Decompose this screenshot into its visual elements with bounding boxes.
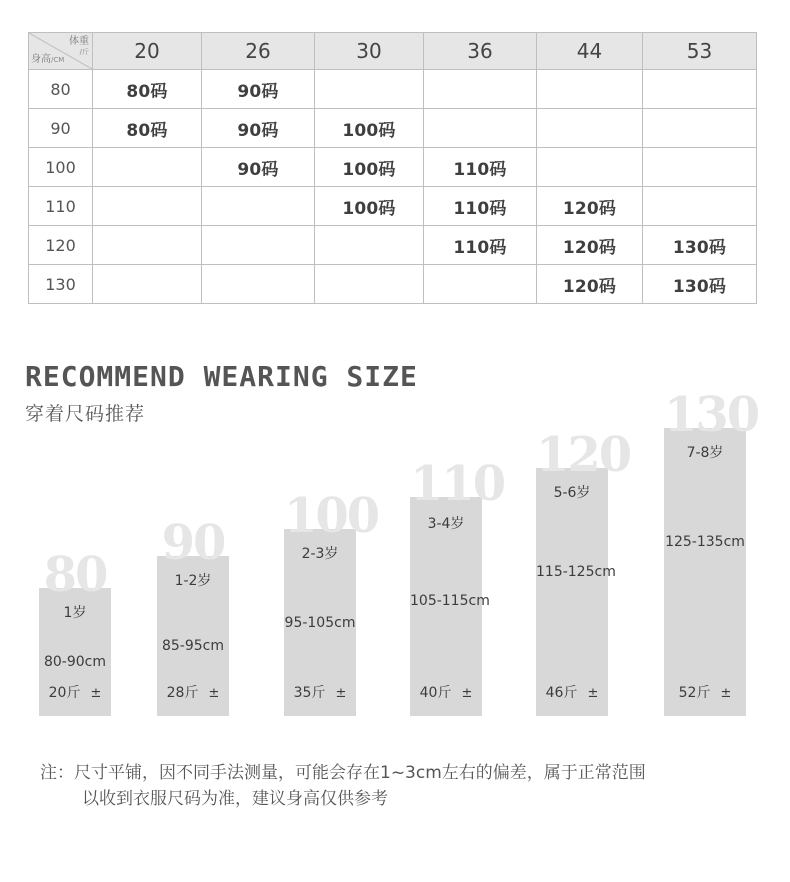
size-cell: 130码 (643, 265, 757, 304)
note-line-1: 注：尺寸平铺，因不同手法测量，可能会存在1~3cm左右的偏差，属于正常范围 (40, 763, 646, 783)
size-cell (93, 148, 202, 187)
size-bar-110 (410, 455, 505, 716)
size-cell: 110码 (424, 226, 537, 265)
size-bar-130 (664, 386, 759, 716)
weight-header: 36 (424, 33, 537, 70)
size-number: 110 (410, 455, 505, 512)
size-cell (537, 109, 643, 148)
size-cell (315, 265, 424, 304)
size-cell (202, 187, 315, 226)
age-range: 7-8岁 (686, 445, 724, 461)
weight-label-text: 体重 (69, 36, 89, 47)
table-corner-cell (29, 33, 93, 70)
size-cell (643, 70, 757, 109)
size-cell: 130码 (643, 226, 757, 265)
height-range: 95-105cm (284, 615, 356, 631)
plus-minus-icon: ± (208, 686, 220, 701)
plus-minus-icon: ± (587, 686, 599, 701)
table-row (29, 109, 757, 148)
size-cell: 80码 (93, 109, 202, 148)
size-cell: 120码 (537, 265, 643, 304)
table-row (29, 70, 757, 109)
table-header-row (29, 33, 757, 70)
weight-text: 20斤 (48, 685, 81, 701)
size-cell (537, 148, 643, 187)
size-cell (424, 265, 537, 304)
table-row (29, 226, 757, 265)
plus-minus-icon: ± (335, 686, 347, 701)
height-unit-text: /CM (51, 56, 65, 64)
weight-text: 35斤 (293, 685, 326, 701)
weight-text: 28斤 (166, 685, 199, 701)
weight-header: 30 (315, 33, 424, 70)
height-axis-label (31, 55, 64, 65)
age-range: 1-2岁 (174, 573, 212, 589)
height-row-header: 130 (29, 265, 93, 304)
weight-value (664, 682, 746, 702)
size-cell: 110码 (424, 148, 537, 187)
size-cell: 90码 (202, 70, 315, 109)
size-cell (643, 109, 757, 148)
size-bar-80 (39, 546, 111, 716)
size-cell (93, 265, 202, 304)
size-number: 130 (664, 386, 759, 443)
size-number: 80 (43, 546, 107, 603)
size-cell: 120码 (537, 187, 643, 226)
weight-text: 46斤 (545, 685, 578, 701)
weight-value (284, 682, 356, 702)
age-range: 2-3岁 (301, 546, 339, 562)
age-range: 1岁 (63, 605, 87, 621)
plus-minus-icon: ± (461, 686, 473, 701)
table-row (29, 148, 757, 187)
size-cell (202, 265, 315, 304)
size-cell: 80码 (93, 70, 202, 109)
weight-value (536, 682, 608, 702)
table-row (29, 265, 757, 304)
note-line-2: 以收到衣服尺码为准，建议身高仅供参考 (82, 789, 388, 809)
size-cell: 120码 (537, 226, 643, 265)
weight-value (39, 682, 111, 702)
size-cell: 90码 (202, 109, 315, 148)
height-range: 105-115cm (410, 593, 490, 609)
measurement-note (40, 760, 646, 812)
height-range: 115-125cm (536, 564, 616, 580)
height-row-header: 120 (29, 226, 93, 265)
size-cell (202, 226, 315, 265)
size-cell: 100码 (315, 148, 424, 187)
size-cell (537, 70, 643, 109)
size-cell (93, 187, 202, 226)
size-bar-120 (536, 426, 631, 716)
height-row-header: 80 (29, 70, 93, 109)
recommend-title: RECOMMEND WEARING SIZE (25, 360, 418, 393)
height-row-header: 110 (29, 187, 93, 226)
age-range: 3-4岁 (427, 516, 465, 532)
recommend-subtitle: 穿着尺码推荐 (25, 403, 146, 425)
weight-text: 40斤 (419, 685, 452, 701)
plus-minus-icon: ± (720, 686, 732, 701)
table-row (29, 187, 757, 226)
size-number: 90 (161, 514, 225, 571)
size-bar-100 (284, 487, 379, 716)
weight-value (157, 682, 229, 702)
size-cell (643, 187, 757, 226)
height-range: 85-95cm (161, 638, 224, 654)
size-cell: 100码 (315, 109, 424, 148)
size-cell (424, 109, 537, 148)
table-body (29, 70, 757, 304)
age-range: 5-6岁 (553, 485, 591, 501)
weight-header: 26 (202, 33, 315, 70)
size-cell: 90码 (202, 148, 315, 187)
weight-header: 44 (537, 33, 643, 70)
size-cell (93, 226, 202, 265)
size-number: 120 (536, 426, 631, 483)
weight-value (410, 682, 482, 702)
size-cell (315, 70, 424, 109)
height-row-header: 100 (29, 148, 93, 187)
size-cell (643, 148, 757, 187)
size-cell (424, 70, 537, 109)
weight-axis-label (69, 37, 89, 57)
weight-header: 53 (643, 33, 757, 70)
size-number: 100 (284, 487, 379, 544)
height-range: 125-135cm (665, 534, 745, 550)
size-chart-table (28, 32, 757, 304)
height-label-text: 身高 (31, 54, 51, 65)
size-cell: 100码 (315, 187, 424, 226)
size-cell (315, 226, 424, 265)
size-cell: 110码 (424, 187, 537, 226)
plus-minus-icon: ± (90, 686, 102, 701)
height-row-header: 90 (29, 109, 93, 148)
size-bar-90 (157, 514, 229, 716)
weight-unit-text: /斤 (79, 48, 89, 56)
height-range: 80-90cm (43, 654, 106, 670)
weight-header: 20 (93, 33, 202, 70)
weight-text: 52斤 (678, 685, 711, 701)
